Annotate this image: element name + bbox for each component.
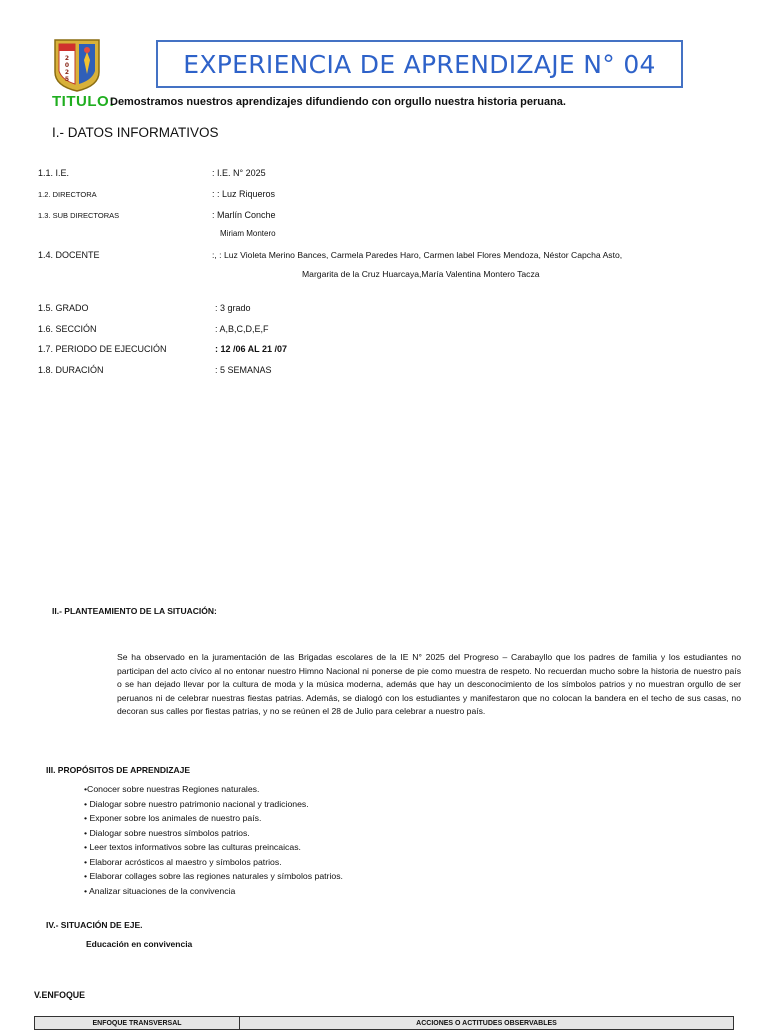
svg-text:0: 0 xyxy=(64,62,70,69)
list-item: • Elaborar collages sobre las regiones naturales y símbolos patrios. xyxy=(84,871,343,881)
datos-value: : : Luz Riqueros xyxy=(212,189,276,199)
list-item: • Elaborar acrósticos al maestro y símbolos patrios. xyxy=(84,856,282,867)
list-item: • Dialogar sobre nuestros símbolos patrios. xyxy=(84,827,250,838)
datos-value: : A,B,C,D,E,F xyxy=(215,324,269,334)
datos-value: : 12 /06 AL 21 /07 xyxy=(215,344,288,354)
titulo-label: TITULO: xyxy=(52,93,115,110)
section-heading-propositos: III. PROPÓSITOS DE APRENDIZAJE xyxy=(46,765,191,775)
datos-label: 1.4. DOCENTE xyxy=(38,250,100,260)
list-item: •Conocer sobre nuestras Regiones naturales. xyxy=(84,784,260,794)
datos-value: : Marlín Conche xyxy=(212,210,276,220)
section-heading-eje: IV.- SITUACIÓN DE EJE. xyxy=(46,920,143,930)
datos-label: 1.1. I.E. xyxy=(38,168,70,178)
eje-value: Educación en convivencia xyxy=(86,939,193,949)
datos-label: 1.2. DIRECTORA xyxy=(38,190,97,199)
enfoque-table xyxy=(34,1016,734,1030)
svg-text:5: 5 xyxy=(64,76,70,83)
datos-label: 1.8. DURACIÓN xyxy=(38,365,104,375)
section-heading-planteamiento: II.- PLANTEAMIENTO DE LA SITUACIÓN: xyxy=(52,606,217,616)
page-title: EXPERIENCIA DE APRENDIZAJE N° 04 xyxy=(183,49,656,79)
datos-label: 1.5. GRADO xyxy=(38,303,89,313)
situacion-text: Se ha observado en la juramentación de las Brigadas escolares de la IE N° 2025 del Progreso – Carabayllo que los padres de familia y los estudiantes no participan del acto cívico al no entonar nuestro Himno Nacional ni ponerse de pie como muestra de respeto. No recuerdan mucho sobre la historia de nuestro país o se han dejado llevar por la cultura de moda y la música moderna, además que hay un desconocimiento de los símbolos patrios y no muestran orgullo de ser peruanos ni de celebrar nuestras fiestas patrias. Además, se dialogó con los estudiantes y manifestaron que no colocan la bandera en el techo de sus casas, no decoran sus calles por fiestas patrias, y no se reúnen el 28 de Julio para celebrar a nuestro país. xyxy=(117,652,741,716)
datos-value: :, : Luz Violeta Merino Bances, Carmela Paredes Haro, Carmen label Flores Mendoza, Néstor Capcha Asto, xyxy=(212,250,623,260)
datos-label: 1.6. SECCIÓN xyxy=(38,324,97,334)
table-header-row xyxy=(35,1017,734,1030)
svg-text:2: 2 xyxy=(64,55,70,62)
list-item: • Dialogar sobre nuestro patrimonio nacional y tradiciones. xyxy=(84,798,309,809)
list-item: • Leer textos informativos sobre las culturas preincaicas. xyxy=(84,842,301,852)
datos-value: : 5 SEMANAS xyxy=(215,365,272,375)
propositos-list xyxy=(84,782,343,898)
datos-value: : 3 grado xyxy=(215,303,251,313)
section-heading-datos: I.- DATOS INFORMATIVOS xyxy=(52,125,219,140)
list-item: • Analizar situaciones de la convivencia xyxy=(84,885,236,896)
section-heading-enfoque: V.ENFOQUE xyxy=(34,990,86,1000)
school-crest-icon xyxy=(52,38,102,92)
table-header-cell: ENFOQUE TRANSVERSAL xyxy=(35,1017,240,1030)
datos-value: Margarita de la Cruz Huarcaya,María Valentina Montero Tacza xyxy=(302,269,540,279)
svg-text:2: 2 xyxy=(64,69,70,76)
datos-label: 1.7. PERIODO DE EJECUCIÓN xyxy=(38,344,167,354)
title-box xyxy=(156,40,683,88)
datos-label: 1.3. SUB DIRECTORAS xyxy=(38,211,120,220)
list-item: • Exponer sobre los animales de nuestro país. xyxy=(84,813,262,823)
datos-value: : I.E. N° 2025 xyxy=(212,168,266,178)
datos-value: Miriam Montero xyxy=(220,229,276,238)
table-header-cell: ACCIONES O ACTITUDES OBSERVABLES xyxy=(240,1017,734,1030)
titulo-text: Demostramos nuestros aprendizajes difundiendo con orgullo nuestra historia peruana. xyxy=(110,96,566,108)
